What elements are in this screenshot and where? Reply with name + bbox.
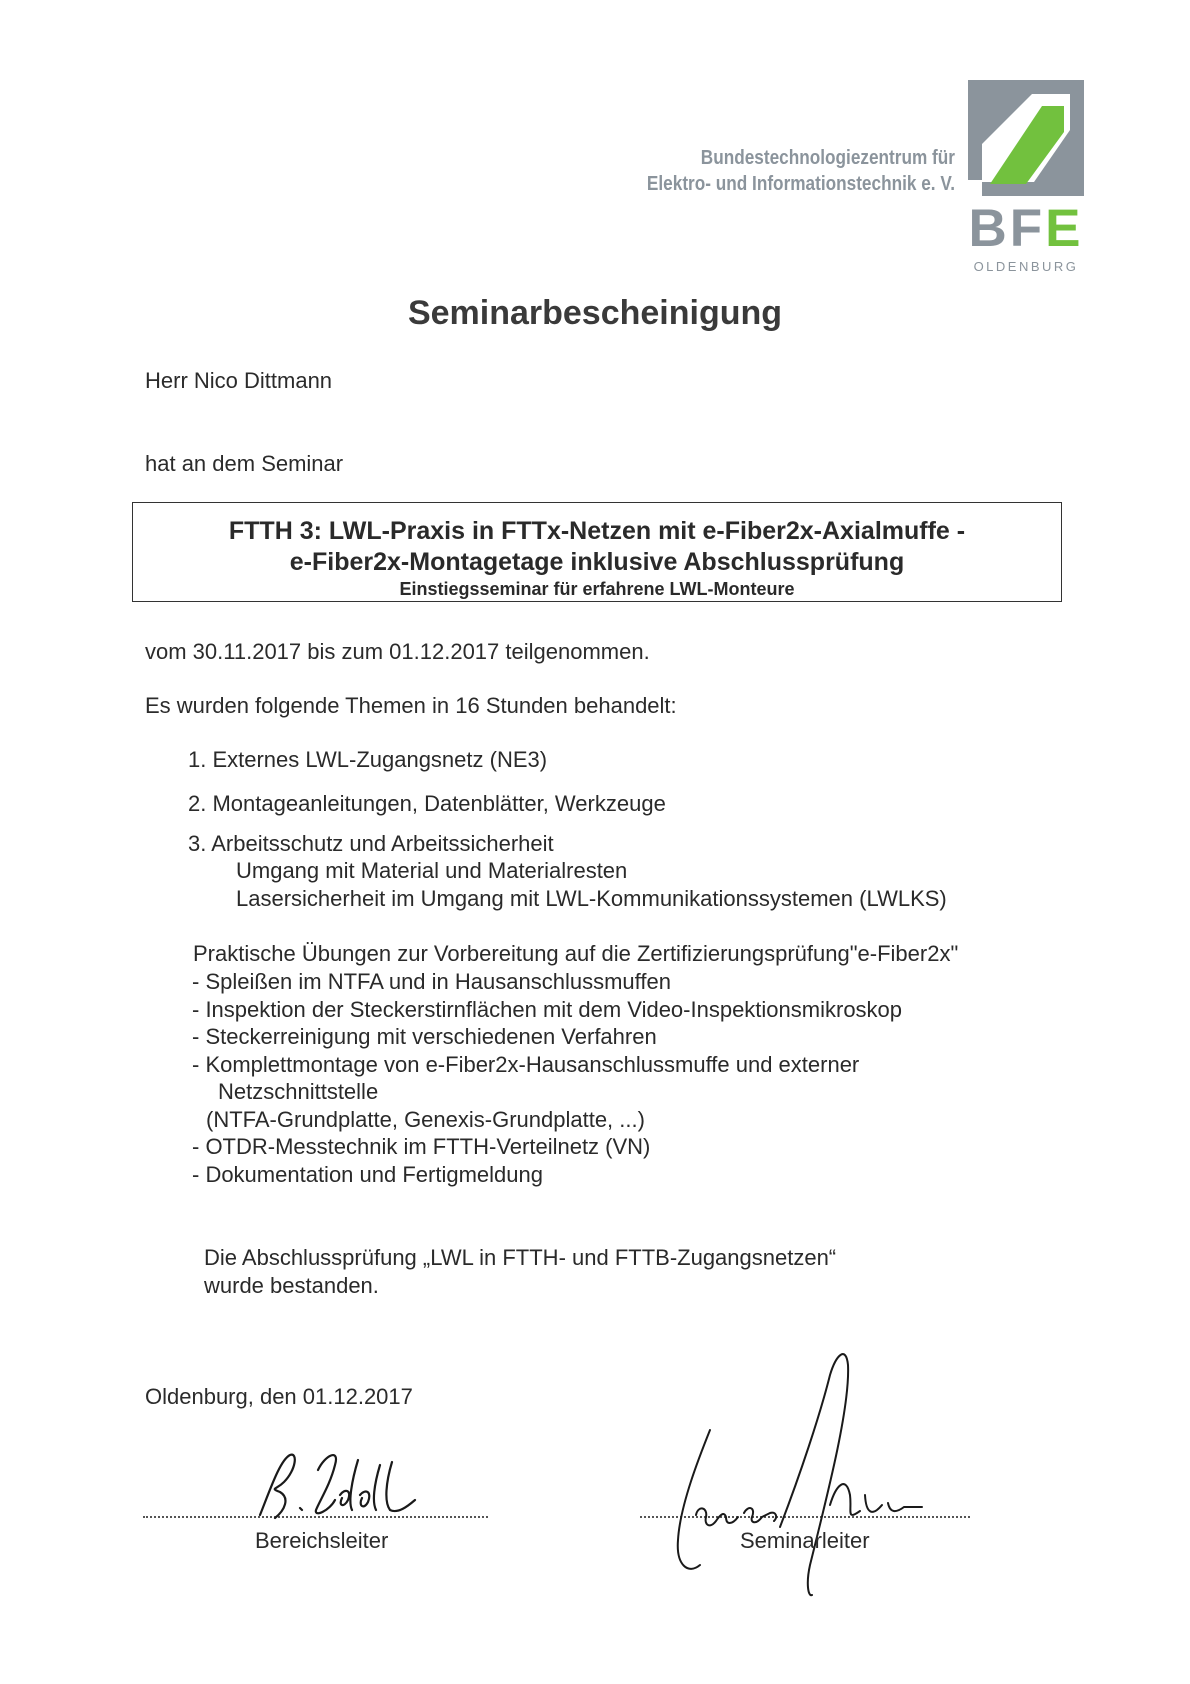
practice-item: - OTDR-Messtechnik im FTTH-Verteilnetz (VN): [192, 1134, 651, 1159]
signature-role-right: Seminarleiter: [740, 1528, 870, 1553]
logo-e: E: [1045, 199, 1084, 258]
course-subtitle: Einstiegsseminar für erfahrene LWL-Monteure: [399, 579, 795, 599]
logo-city: OLDENBURG: [973, 259, 1079, 274]
topic-item: 2. Montageanleitungen, Datenblätter, Werkzeuge: [188, 791, 666, 816]
intro-text: hat an dem Seminar: [145, 451, 344, 476]
course-title-line-2: e-Fiber2x-Montagetage inklusive Abschlussprüfung: [289, 548, 905, 576]
exam-line-1: Die Abschlussprüfung „LWL in FTTH- und FTTB-Zugangsnetzen“: [204, 1245, 837, 1270]
course-title-line-1: FTTH 3: LWL-Praxis in FTTx-Netzen mit e-Fiber2x-Axialmuffe -: [228, 517, 966, 545]
bfe-wordmark: [968, 199, 1084, 259]
practice-item: Netzschnittstelle: [218, 1079, 379, 1104]
course-box: [132, 502, 1062, 602]
bfe-logo-icon: [968, 80, 1084, 196]
practice-item: (NTFA-Grundplatte, Genexis-Grundplatte, ...): [206, 1107, 645, 1132]
org-line-2: Elektro- und Informationstechnik e. V.: [646, 173, 955, 195]
topic-sub-item: Lasersicherheit im Umgang mit LWL-Kommunikationssystemen (LWLKS): [236, 886, 947, 911]
recipient-name: Herr Nico Dittmann: [145, 368, 333, 393]
signature-role-left: Bereichsleiter: [255, 1528, 389, 1553]
document-title: Seminarbescheinigung: [407, 294, 783, 332]
topic-item: 1. Externes LWL-Zugangsnetz (NE3): [188, 747, 548, 772]
practice-heading: Praktische Übungen zur Vorbereitung auf die Zertifizierungsprüfung"e-Fiber2x": [193, 941, 959, 966]
practice-item: - Komplettmontage von e-Fiber2x-Hausanschlussmuffe und externer: [192, 1052, 860, 1077]
practice-item: - Dokumentation und Fertigmeldung: [192, 1162, 543, 1187]
topic-sub-item: Umgang mit Material und Materialresten: [236, 858, 628, 883]
signature-left-icon: [240, 1440, 450, 1530]
practice-item: - Inspektion der Steckerstirnflächen mit dem Video-Inspektionsmikroskop: [192, 997, 903, 1022]
practice-item: - Steckerreinigung mit verschiedenen Verfahren: [192, 1024, 657, 1049]
org-line-1: Bundestechnologiezentrum für: [700, 147, 955, 169]
practice-item: - Spleißen im NTFA und in Hausanschlussmuffen: [192, 969, 671, 994]
organization-name: [598, 145, 955, 197]
exam-line-2: wurde bestanden.: [204, 1273, 379, 1298]
topics-intro: Es wurden folgende Themen in 16 Stunden behandelt:: [145, 693, 677, 718]
topic-item: 3. Arbeitsschutz und Arbeitssicherheit: [188, 831, 554, 856]
place-date: Oldenburg, den 01.12.2017: [145, 1384, 413, 1409]
dates-text: vom 30.11.2017 bis zum 01.12.2017 teilgenommen.: [145, 639, 650, 664]
signature-right-icon: [660, 1335, 960, 1605]
logo-bf: BF: [968, 199, 1046, 258]
